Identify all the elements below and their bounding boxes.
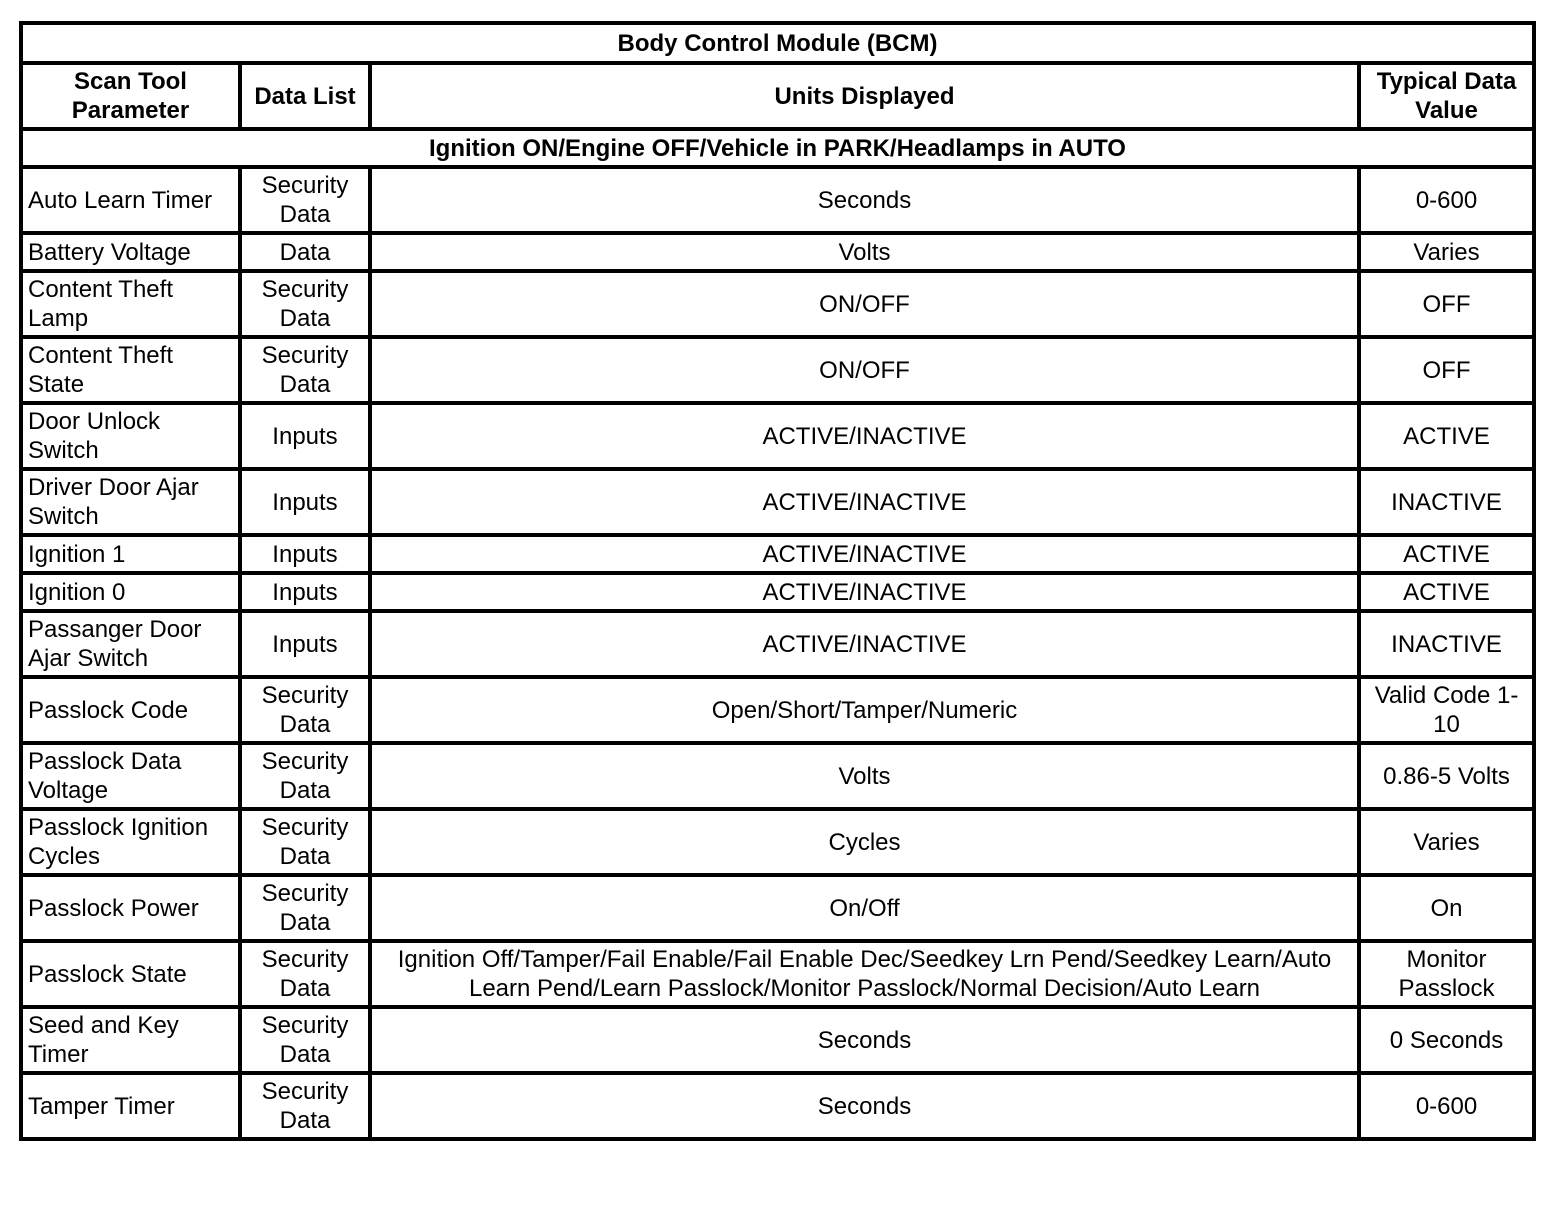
typical-value-cell: Valid Code 1-10 — [1359, 677, 1534, 743]
units-cell: Cycles — [370, 809, 1359, 875]
table-row — [21, 1007, 1534, 1073]
typical-value-cell: INACTIVE — [1359, 611, 1534, 677]
table-row — [21, 611, 1534, 677]
typical-value-cell: INACTIVE — [1359, 469, 1534, 535]
data-list-cell: Data — [240, 233, 370, 271]
data-list-cell: Security Data — [240, 1007, 370, 1073]
data-list-cell: Security Data — [240, 271, 370, 337]
typical-value-cell: ACTIVE — [1359, 535, 1534, 573]
units-cell: Seconds — [370, 167, 1359, 233]
units-cell: ACTIVE/INACTIVE — [370, 573, 1359, 611]
typical-value-cell: OFF — [1359, 337, 1534, 403]
table-row — [21, 941, 1534, 1007]
typical-value-cell: Monitor Passlock — [1359, 941, 1534, 1007]
units-cell: Volts — [370, 743, 1359, 809]
parameter-cell: Content Theft State — [21, 337, 240, 403]
table-row — [21, 677, 1534, 743]
table-row — [21, 743, 1534, 809]
units-cell: ON/OFF — [370, 337, 1359, 403]
parameter-cell: Seed and Key Timer — [21, 1007, 240, 1073]
data-list-cell: Security Data — [240, 1073, 370, 1139]
table-row — [21, 573, 1534, 611]
data-list-cell: Security Data — [240, 875, 370, 941]
table-title: Body Control Module (BCM) — [21, 23, 1534, 63]
parameter-cell: Passlock Ignition Cycles — [21, 809, 240, 875]
data-list-cell: Inputs — [240, 469, 370, 535]
typical-value-cell: 0-600 — [1359, 1073, 1534, 1139]
parameter-cell: Passanger Door Ajar Switch — [21, 611, 240, 677]
typical-value-cell: ACTIVE — [1359, 403, 1534, 469]
table-row — [21, 875, 1534, 941]
header-typical-data-value: Typical Data Value — [1359, 63, 1534, 129]
typical-value-cell: 0.86-5 Volts — [1359, 743, 1534, 809]
data-list-cell: Security Data — [240, 809, 370, 875]
table-row — [21, 233, 1534, 271]
table-row — [21, 337, 1534, 403]
table-row — [21, 809, 1534, 875]
parameter-cell: Passlock Power — [21, 875, 240, 941]
test-condition: Ignition ON/Engine OFF/Vehicle in PARK/Headlamps in AUTO — [21, 129, 1534, 167]
table-row — [21, 469, 1534, 535]
table-row — [21, 535, 1534, 573]
units-cell: ACTIVE/INACTIVE — [370, 469, 1359, 535]
header-data-list: Data List — [240, 63, 370, 129]
parameter-cell: Tamper Timer — [21, 1073, 240, 1139]
units-cell: ACTIVE/INACTIVE — [370, 535, 1359, 573]
parameter-cell: Auto Learn Timer — [21, 167, 240, 233]
data-list-cell: Security Data — [240, 677, 370, 743]
typical-value-cell: ACTIVE — [1359, 573, 1534, 611]
data-list-cell: Security Data — [240, 337, 370, 403]
parameter-cell: Passlock Data Voltage — [21, 743, 240, 809]
header-units-displayed: Units Displayed — [370, 63, 1359, 129]
data-list-cell: Inputs — [240, 535, 370, 573]
units-cell: Seconds — [370, 1073, 1359, 1139]
data-list-cell: Security Data — [240, 743, 370, 809]
units-cell: ACTIVE/INACTIVE — [370, 611, 1359, 677]
parameter-cell: Driver Door Ajar Switch — [21, 469, 240, 535]
parameter-cell: Passlock Code — [21, 677, 240, 743]
parameter-cell: Door Unlock Switch — [21, 403, 240, 469]
units-cell: Seconds — [370, 1007, 1359, 1073]
typical-value-cell: On — [1359, 875, 1534, 941]
units-cell: Volts — [370, 233, 1359, 271]
data-list-cell: Inputs — [240, 611, 370, 677]
condition-row — [21, 129, 1534, 167]
parameter-cell: Ignition 0 — [21, 573, 240, 611]
table-row — [21, 403, 1534, 469]
units-cell: On/Off — [370, 875, 1359, 941]
typical-value-cell: 0-600 — [1359, 167, 1534, 233]
table-row — [21, 167, 1534, 233]
parameter-cell: Ignition 1 — [21, 535, 240, 573]
parameter-cell: Passlock State — [21, 941, 240, 1007]
typical-value-cell: 0 Seconds — [1359, 1007, 1534, 1073]
data-list-cell: Inputs — [240, 573, 370, 611]
parameter-cell: Content Theft Lamp — [21, 271, 240, 337]
bcm-data-table — [19, 21, 1536, 1141]
table-title-row — [21, 23, 1534, 63]
data-list-cell: Security Data — [240, 167, 370, 233]
units-cell: ACTIVE/INACTIVE — [370, 403, 1359, 469]
units-cell: Ignition Off/Tamper/Fail Enable/Fail Enable Dec/Seedkey Lrn Pend/Seedkey Learn/Auto Learn Pend/Learn Passlock/Monitor Passlock/Normal Decision/Auto Learn — [370, 941, 1359, 1007]
column-header-row — [21, 63, 1534, 129]
units-cell: Open/Short/Tamper/Numeric — [370, 677, 1359, 743]
table-row — [21, 271, 1534, 337]
units-cell: ON/OFF — [370, 271, 1359, 337]
typical-value-cell: Varies — [1359, 233, 1534, 271]
data-list-cell: Inputs — [240, 403, 370, 469]
table-row — [21, 1073, 1534, 1139]
parameter-cell: Battery Voltage — [21, 233, 240, 271]
typical-value-cell: Varies — [1359, 809, 1534, 875]
typical-value-cell: OFF — [1359, 271, 1534, 337]
header-scan-tool-parameter: Scan Tool Parameter — [21, 63, 240, 129]
data-list-cell: Security Data — [240, 941, 370, 1007]
